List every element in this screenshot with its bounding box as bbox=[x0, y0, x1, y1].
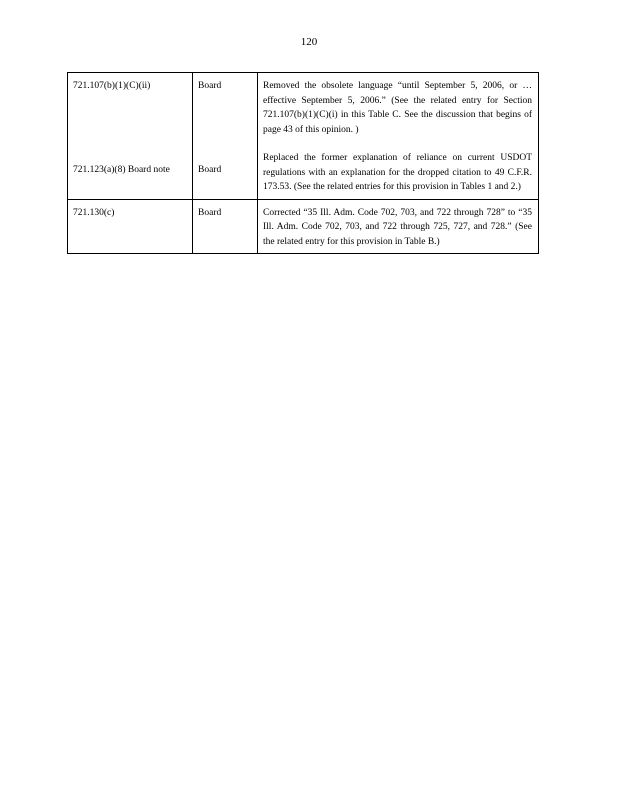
source-label: Board bbox=[198, 207, 222, 218]
amendment-description: Corrected “35 Ill. Adm. Code 702, 703, and 722 through 728” to “35 Ill. Adm. Code 702, 703, and 722 through 725, 727, and 728.” (See the related entry for this provision in Table B.) bbox=[263, 207, 532, 247]
section-citation: 721.107(b)(1)(C)(ii) bbox=[73, 81, 151, 91]
table-row bbox=[68, 199, 539, 254]
section-cell bbox=[68, 73, 193, 200]
section-citation: 721.130(c) bbox=[73, 207, 115, 218]
amendment-description: Replaced the former explanation of reliance on current USDOT regulations with an explanation for the dropped citation to 49 C.F.R. 173.53. (See the related entries for this provision in Tables 1 and 2.) bbox=[263, 153, 532, 192]
source-label: Board bbox=[198, 164, 222, 175]
source-cell bbox=[193, 199, 258, 254]
source-label: Board bbox=[198, 81, 222, 91]
page-number: 120 bbox=[300, 36, 318, 48]
description-cell bbox=[258, 199, 539, 254]
amendments-table bbox=[67, 72, 539, 254]
section-cell bbox=[68, 199, 193, 254]
section-citation: 721.123(a)(8) Board note bbox=[73, 164, 170, 175]
description-cell bbox=[258, 73, 539, 200]
amendment-description: Removed the obsolete language “until September 5, 2006, or … effective September 5, 2006.” (See the related entry for Section 721.107(b)(1)(C)(i) in this Table C. See the discussion that begins of page 43 of this opinion. ) bbox=[263, 81, 532, 135]
table-row bbox=[68, 73, 539, 200]
source-cell bbox=[193, 73, 258, 200]
